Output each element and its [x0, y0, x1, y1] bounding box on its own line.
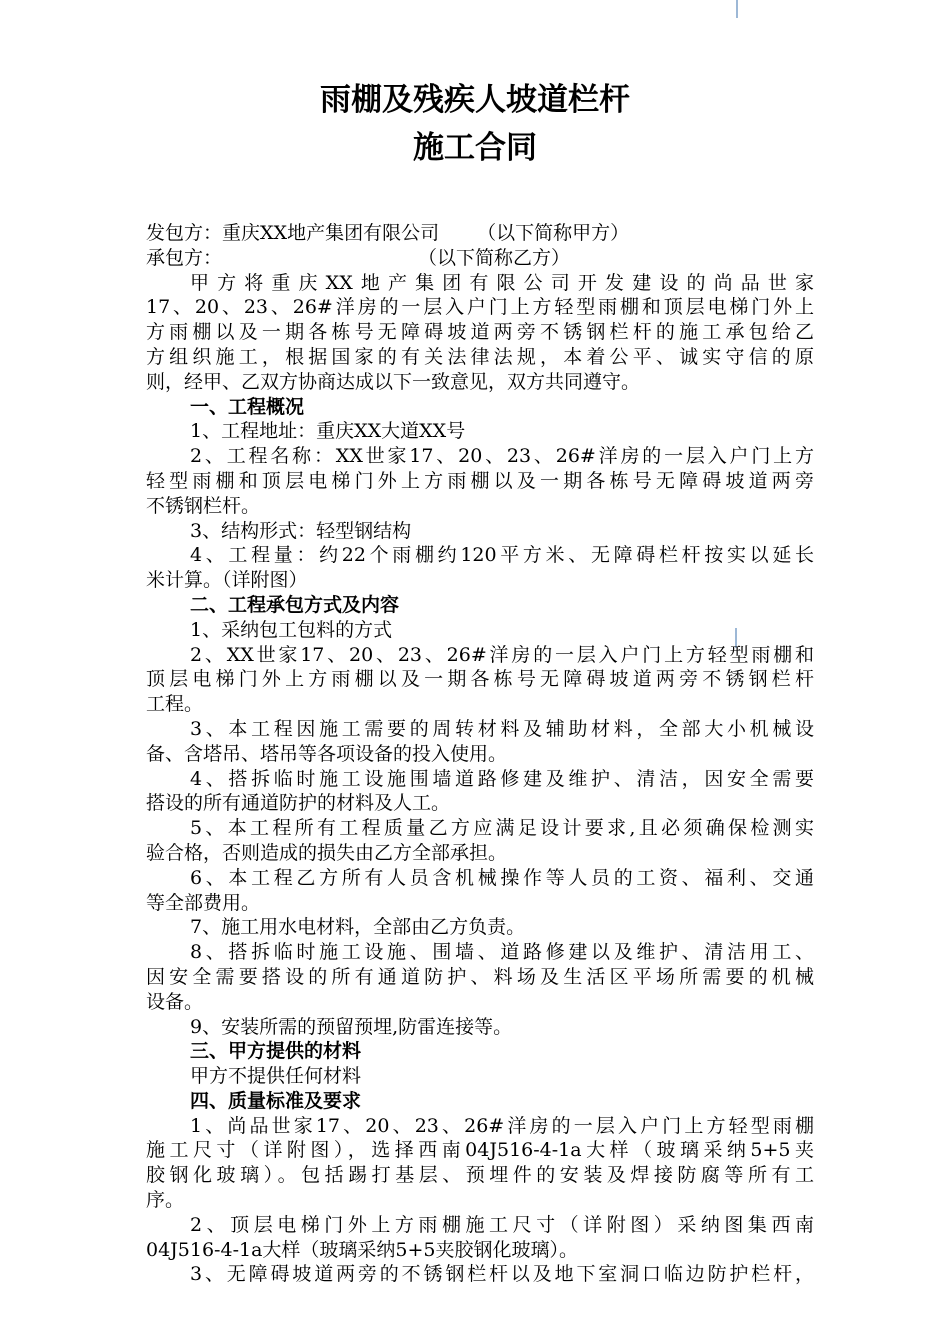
party-a-note: （以下简称甲方） [477, 222, 630, 244]
text-line: 6、本工程乙方所有人员含机械操作等人员的工资、福利、交通 [190, 866, 814, 889]
party-a-line [146, 221, 814, 246]
section-heading: 四、质量标准及要求 [190, 1089, 362, 1112]
text-line: 3、无障碍坡道两旁的不锈钢栏杆以及地下室洞口临边防护栏杆， [190, 1263, 814, 1286]
document-subtitle: 施工合同 [413, 130, 537, 166]
text-line: 则，经甲、乙双方协商达成以下一致意见，双方共同遵守。 [146, 370, 641, 393]
document-body [146, 221, 814, 1287]
text-line: 4、工程量：约22个雨棚约120平方米、无障碍栏杆按实以延长 [190, 544, 814, 567]
party-a-label: 发包方： [146, 222, 223, 244]
text-line: 方雨棚以及一期各栋号无障碍坡道两旁不锈钢栏杆的施工承包给乙 [146, 321, 814, 344]
text-line: 轻型雨棚和顶层电梯门外上方雨棚以及一期各栋号无障碍坡道两旁 [146, 469, 814, 492]
text-line: 8、搭拆临时施工设施、围墙、道路修建以及维护、清洁用工、 [190, 941, 814, 964]
text-line: 顶层电梯门外上方雨棚以及一期各栋号无障碍坡道两旁不锈钢栏杆 [146, 668, 814, 691]
text-line: 工程。 [146, 693, 204, 716]
text-line: 2、XX世家17、20、23、26#洋房的一层入户门上方轻型雨棚和 [190, 643, 814, 666]
text-line: 设备。 [146, 990, 204, 1013]
party-b-note: （以下简称乙方） [418, 246, 571, 269]
contract-text [146, 271, 814, 1288]
text-line: 不锈钢栏杆。 [146, 494, 261, 517]
text-line: 9、安装所需的预留预埋,防雷连接等。 [190, 1015, 513, 1038]
text-line: 甲方不提供任何材料 [190, 1065, 362, 1088]
text-line: 甲方将重庆XX地产集团有限公司开发建设的尚品世家 [190, 271, 814, 294]
party-a-name: 重庆XX地产集团有限公司 [222, 222, 440, 244]
text-line: 2、顶层电梯门外上方雨棚施工尺寸（详附图）采纳图集西南 [190, 1213, 814, 1236]
text-line: 1、采纳包工包料的方式 [190, 618, 393, 641]
text-line: 1、尚品世家17、20、23、26#洋房的一层入户门上方轻型雨棚 [190, 1114, 814, 1137]
text-line: 米计算。（详附图） [146, 569, 308, 592]
section-heading: 二、工程承包方式及内容 [190, 593, 400, 616]
text-line: 5、本工程所有工程质量乙方应满足设计要求,且必须确保检测实 [190, 817, 814, 840]
text-line: 17、20、23、26#洋房的一层入户门上方轻型雨棚和顶层电梯门外上 [146, 296, 814, 319]
text-line: 备、含塔吊、塔吊等各项设备的投入使用。 [146, 742, 508, 765]
document-title: 雨棚及残疾人坡道栏杆 [320, 82, 630, 118]
text-line: 7、施工用水电材料，全部由乙方负责。 [190, 916, 526, 939]
text-line: 3、本工程因施工需要的周转材料及辅助材料，全部大小机械设 [190, 717, 814, 740]
text-line: 1、工程地址：重庆XX大道XX号 [190, 420, 466, 443]
section-heading: 三、甲方提供的材料 [190, 1040, 362, 1063]
text-line: 3、结构形式：轻型钢结构 [190, 519, 412, 542]
text-line: 序。 [146, 1189, 185, 1212]
text-line: 胶钢化玻璃）。包括踢打基层、预埋件的安装及焊接防腐等所有工 [146, 1164, 814, 1187]
text-line: 施工尺寸（详附图），选择西南04J516-4-1a大样（玻璃采纳5+5夹 [146, 1139, 814, 1162]
text-line: 搭设的所有通道防护的材料及人工。 [146, 792, 451, 815]
text-line: 方组织施工，根据国家的有关法律法规，本着公平、诚实守信的原 [146, 345, 814, 368]
party-b-line [146, 246, 814, 271]
text-line: 等全部费用。 [146, 891, 261, 914]
text-line: 因安全需要搭设的所有通道防护、料场及生活区平场所需要的机械 [146, 965, 814, 988]
page-edge-mark [736, 0, 738, 18]
text-line: 04J516-4-1a大样（玻璃采纳5+5夹胶钢化玻璃）。 [146, 1238, 579, 1261]
section-heading: 一、工程概况 [190, 395, 305, 418]
text-line: 验合格，否则造成的损失由乙方全部承担。 [146, 841, 508, 864]
text-line: 4、搭拆临时施工设施围墙道路修建及维护、清洁，因安全需要 [190, 767, 814, 790]
party-b-label: 承包方： [146, 246, 223, 269]
text-line: 2、工程名称：XX世家17、20、23、26#洋房的一层入户门上方 [190, 445, 814, 468]
